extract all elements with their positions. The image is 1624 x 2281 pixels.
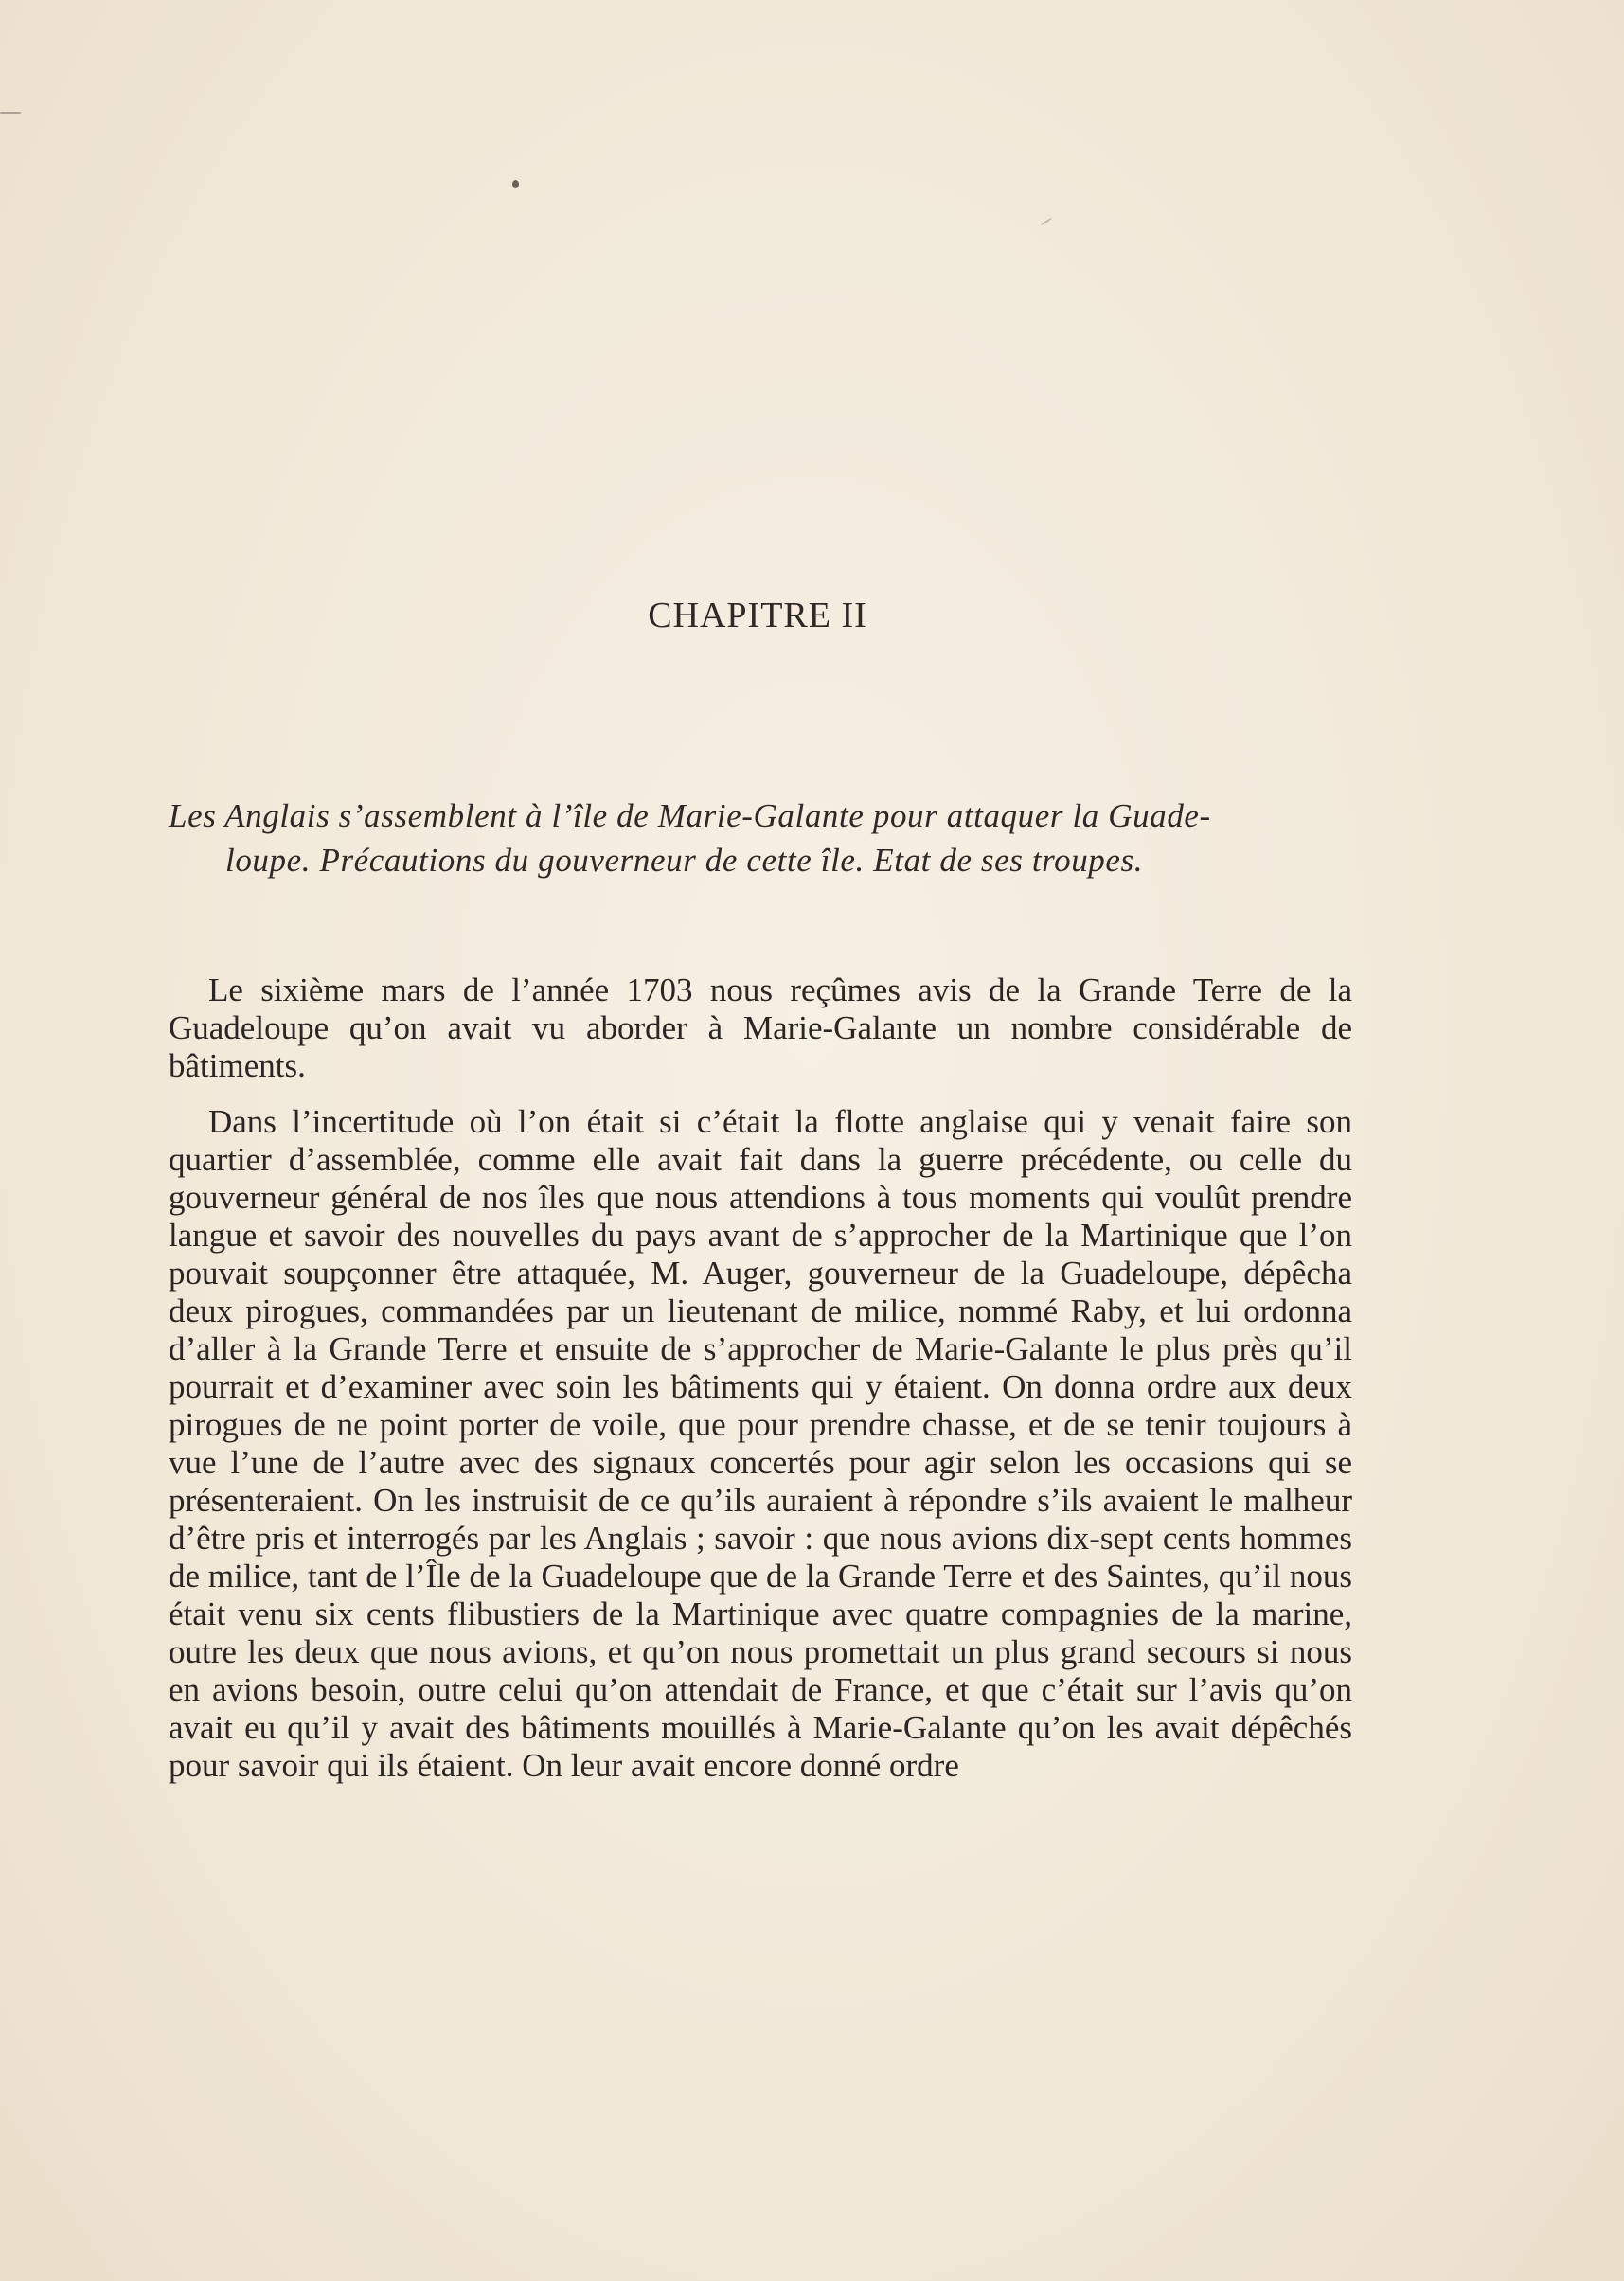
- page-edge-mark: [0, 112, 21, 114]
- paragraph-1: Le sixième mars de l’année 1703 nous reçûmes avis de la Grande Terre de la Guadeloupe qu’on avait vu aborder à Marie-Galante un nombre considérable de bâtiments.: [169, 971, 1352, 1084]
- summary-line-1: Les Anglais s’assemblent à l’île de Marie-Galante pour attaquer la Guade-: [169, 797, 1211, 834]
- summary-line-2: loupe. Précautions du gouverneur de cette île. Etat de ses troupes.: [225, 842, 1144, 879]
- chapter-summary: [169, 793, 1352, 882]
- body-text: [169, 971, 1352, 1785]
- paragraph-2: Dans l’incertitude où l’on était si c’était la flotte anglaise qui y venait faire son quartier d’assemblée, comme elle avait fait dans la guerre précédente, ou celle du gouverneur général de nos îles que nous attendions à tous moments qui voulût prendre langue et savoir des nouvelles du pays avant de s’approcher de la Martinique que l’on pouvait soupçonner être attaquée, M. Auger, gouverneur de la Guadeloupe, dépêcha deux pirogues, commandées par un lieutenant de milice, nommé Raby, et lui ordonna d’aller à la Grande Terre et ensuite de s’approcher de Marie-Galante le plus près qu’il pourrait et d’examiner avec soin les bâtiments qui y étaient. On donna ordre aux deux pirogues de ne point porter de voile, que pour prendre chasse, et de se tenir toujours à vue l’une de l’autre avec des signaux concertés pour agir selon les occasions qui se présenteraient. On les instruisit de ce qu’ils auraient à répondre s’ils avaient le malheur d’être pris et interrogés par les Anglais ; savoir : que nous avions dix-sept cents hommes de milice, tant de l’Île de la Guadeloupe que de la Grande Terre et des Saintes, qu’il nous était venu six cents flibustiers de la Martinique avec quatre compagnies de la marine, outre les deux que nous avions, et qu’on nous promettait un plus grand secours si nous en avions besoin, outre celui qu’on attendait de France, et que c’était sur l’avis qu’on avait eu qu’il y avait des bâtiments mouillés à Marie-Galante qu’on les avait dépêchés pour savoir qui ils étaient. On leur avait encore donné ordre: [169, 1103, 1352, 1784]
- chapter-heading: CHAPITRE II: [648, 596, 867, 635]
- ink-stroke: [1041, 217, 1053, 226]
- ink-speck: [512, 180, 519, 188]
